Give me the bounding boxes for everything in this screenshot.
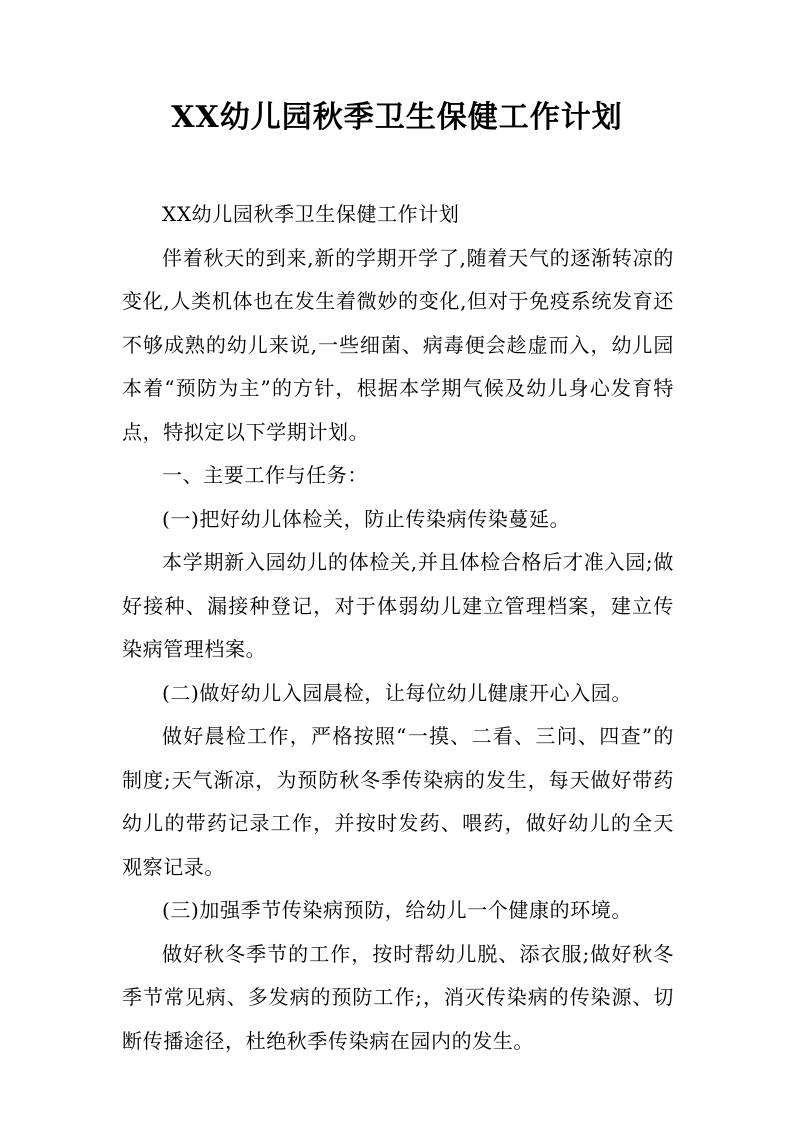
paragraph-morning-check: 做好晨检工作，严格按照“一摸、二看、三问、四查”的制度;天气渐凉，为预防秋冬季传染病的发生，每天做好带药幼儿的带药记录工作，并按时发药、喂药，做好幼儿的全天观察记录。 <box>122 724 674 879</box>
paragraph-subtitle: XX幼儿园秋季卫生保健工作计划 <box>162 202 460 226</box>
paragraph-intro: 伴着秋天的到来,新的学期开学了,随着天气的逐渐转凉的变化,人类机体也在发生着微妙的变化,但对于免疫系统发育还不够成熟的幼儿来说,一些细菌、病毒便会趁虚而入，幼儿园本着“预防为主”的方针，根据本学期气候及幼儿身心发育特点，特拟定以下学期计划。 <box>122 245 674 444</box>
document-title: XX幼儿园秋季卫生保健工作计划 <box>171 100 623 135</box>
paragraph-seasonal-prevention: 做好秋冬季节的工作，按时帮幼儿脱、添衣服;做好秋冬季节常见病、多发病的预防工作;，消灭传染病的传染源、切断传播途径，杜绝秋季传染病在园内的发生。 <box>122 941 674 1053</box>
paragraph-health-check: 本学期新入园幼儿的体检关,并且体检合格后才准入园;做好接种、漏接种登记，对于体弱幼儿建立管理档案，建立传染病管理档案。 <box>122 550 674 661</box>
document-body <box>122 193 674 1063</box>
section-heading-main-tasks: 一、主要工作与任务： <box>162 463 368 487</box>
subsection-heading-3: (三)加强季节传染病预防，给幼儿一个健康的环境。 <box>162 898 633 922</box>
subsection-heading-1: (一)把好幼儿体检关，防止传染病传染蔓延。 <box>162 506 571 531</box>
subsection-heading-2: (二)做好幼儿入园晨检，让每位幼儿健康开心入园。 <box>162 680 633 705</box>
